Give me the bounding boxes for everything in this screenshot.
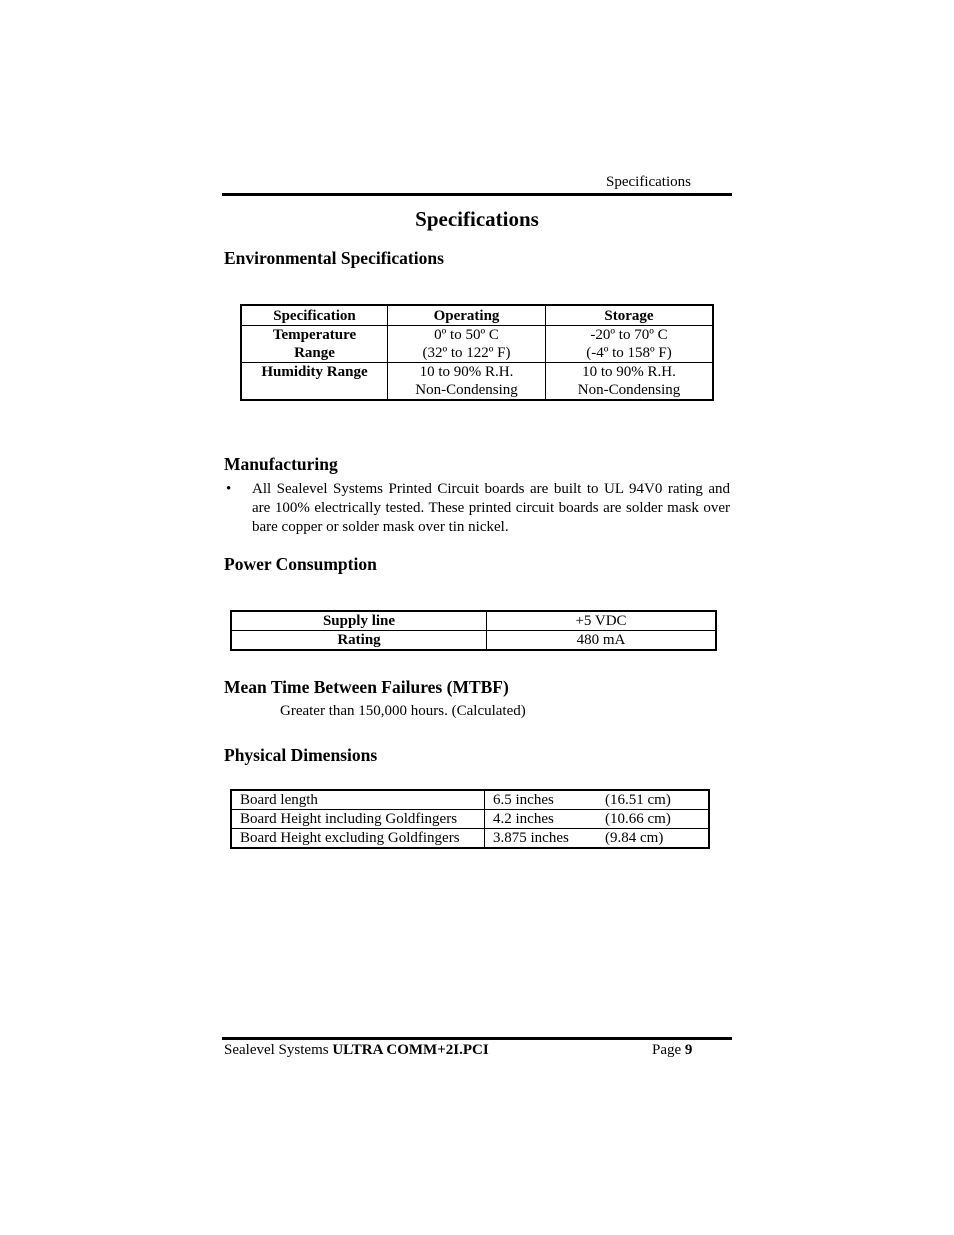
footer-page-label: Page	[652, 1042, 685, 1058]
dimensions-table	[230, 789, 710, 849]
table-header-row	[241, 305, 713, 326]
power-heading: Power Consumption	[224, 554, 377, 574]
row-label: Supply line	[231, 611, 487, 631]
storage-cell	[546, 363, 714, 401]
dimension-cm: (9.84 cm)	[605, 830, 664, 846]
footer-company-name: Sealevel Systems	[224, 1042, 333, 1058]
header-rule	[222, 193, 732, 196]
page-number: 9	[684, 1042, 693, 1058]
cell-line: 10 to 90% R.H.	[582, 364, 676, 380]
table-row	[231, 810, 709, 829]
dimension-value	[485, 829, 710, 849]
table-row	[241, 363, 713, 401]
table-row	[231, 829, 709, 849]
operating-cell	[388, 363, 546, 401]
column-header: Specification	[241, 305, 388, 326]
footer-company	[224, 1042, 489, 1059]
dimension-cm: (10.66 cm)	[605, 811, 671, 827]
table-row	[231, 631, 716, 651]
power-table	[230, 610, 717, 651]
mtbf-text: Greater than 150,000 hours. (Calculated)	[280, 703, 526, 719]
manufacturing-heading: Manufacturing	[224, 454, 338, 474]
dimension-value	[485, 810, 710, 829]
row-value: +5 VDC	[487, 611, 717, 631]
mtbf-heading: Mean Time Between Failures (MTBF)	[224, 677, 509, 697]
table-row	[241, 326, 713, 363]
cell-line: (-4º to 158º F)	[586, 345, 672, 361]
row-label: Rating	[231, 631, 487, 651]
row-label	[241, 363, 388, 401]
dimension-inches: 4.2 inches	[493, 811, 554, 827]
cell-line: 10 to 90% R.H.	[419, 364, 514, 380]
environmental-heading: Environmental Specifications	[224, 248, 444, 268]
dimension-value	[485, 790, 710, 810]
footer-page	[652, 1042, 692, 1059]
running-header: Specifications	[606, 174, 691, 190]
dimension-inches: 3.875 inches	[493, 830, 569, 846]
footer-product-name: ULTRA COMM+2I.PCI	[332, 1042, 489, 1058]
column-header: Operating	[388, 305, 546, 326]
dimension-name: Board Height including Goldfingers	[231, 810, 485, 829]
operating-cell	[388, 326, 546, 363]
table-row	[231, 611, 716, 631]
table-row	[231, 790, 709, 810]
cell-line: (32º to 122º F)	[422, 345, 511, 361]
row-label-line: Humidity Range	[261, 364, 368, 380]
row-label	[241, 326, 388, 363]
dimension-name: Board length	[231, 790, 485, 810]
environmental-table	[240, 304, 714, 401]
cell-line: -20º to 70º C	[590, 327, 668, 343]
dimension-name: Board Height excluding Goldfingers	[231, 829, 485, 849]
row-value: 480 mA	[576, 632, 626, 648]
footer-rule	[222, 1037, 732, 1040]
bullet-marker: •	[226, 481, 232, 497]
cell-line: Non-Condensing	[577, 382, 681, 398]
cell-line: Non-Condensing	[415, 382, 518, 398]
dimensions-heading: Physical Dimensions	[224, 745, 378, 765]
manufacturing-text: All Sealevel Systems Printed Circuit boards are built to UL 94V0 rating and are 100% electrically tested. These printed circuit boards are solder mask over bare copper or solder mask over tin nickel.	[252, 481, 730, 535]
row-label-line: Temperature	[272, 327, 357, 343]
page-title: Specifications	[415, 207, 539, 231]
row-label-line: Range	[294, 345, 335, 361]
storage-cell	[546, 326, 714, 363]
column-header: Storage	[546, 305, 714, 326]
cell-line: 0º to 50º C	[434, 327, 499, 343]
dimension-cm: (16.51 cm)	[605, 792, 671, 808]
dimension-inches: 6.5 inches	[493, 792, 554, 808]
